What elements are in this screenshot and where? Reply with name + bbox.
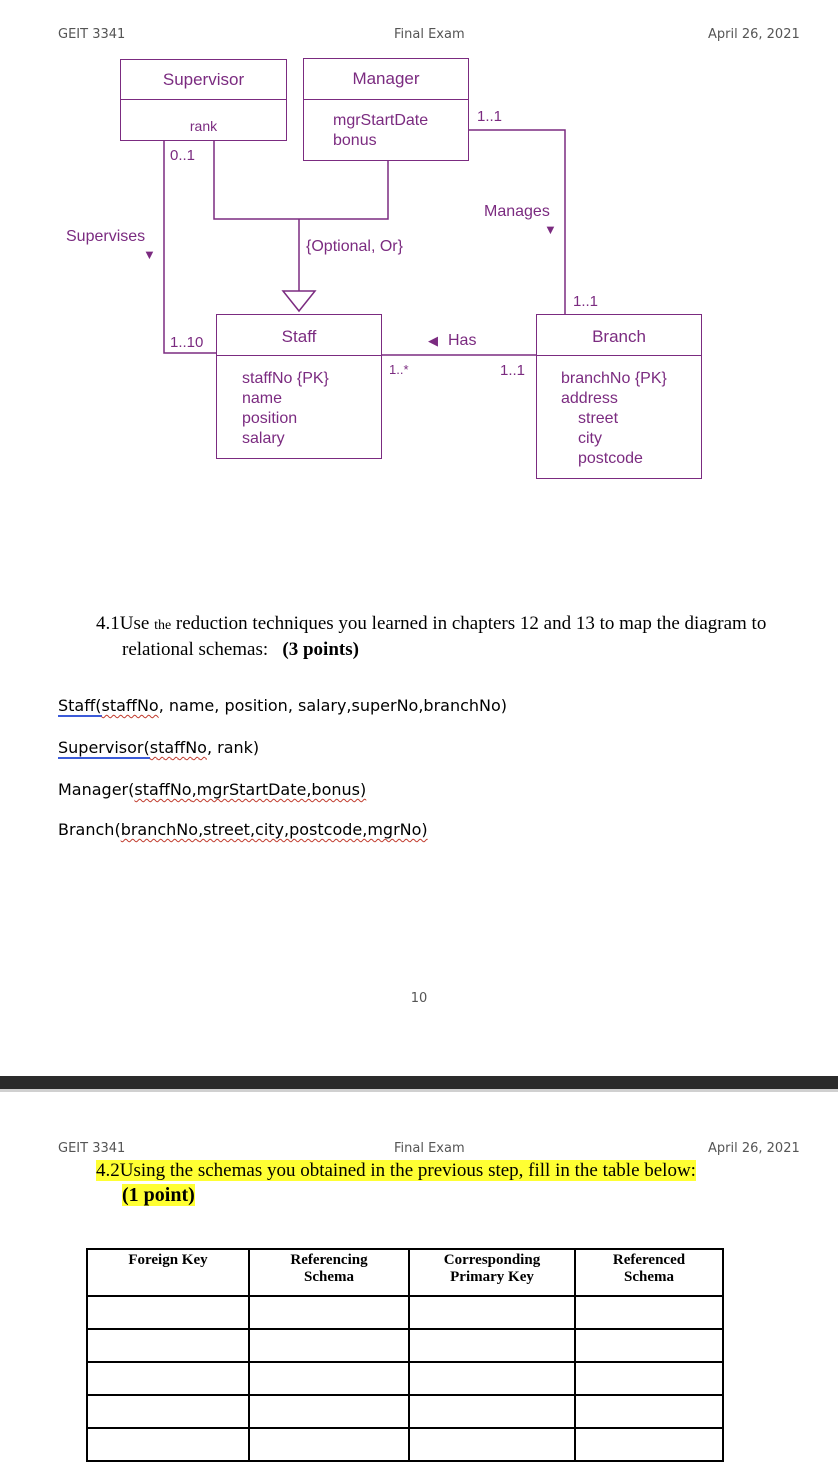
table-row [87, 1362, 723, 1395]
staff-divider [217, 355, 381, 356]
branch-class [536, 314, 702, 479]
table-cell[interactable] [87, 1329, 249, 1362]
foreign-key-table [86, 1248, 724, 1462]
question-points: (3 points) [282, 639, 359, 660]
answer-branch-open: ( [114, 820, 121, 839]
supervisor-divider [121, 99, 286, 100]
table-cell[interactable] [87, 1362, 249, 1395]
question-text-small: the [154, 618, 172, 633]
supervises-arrow-icon: ▼ [143, 247, 156, 262]
header-date: April 26, 2021 [708, 27, 800, 42]
page-number: 10 [410, 991, 428, 1006]
table-header-row [87, 1249, 723, 1296]
header-exam: Final Exam [394, 27, 465, 42]
generalization-left [214, 141, 299, 219]
table-cell[interactable] [249, 1362, 409, 1395]
col-corresponding-primary-key [409, 1249, 575, 1296]
supervisor-attr-rank: rank [189, 118, 218, 134]
table-cell[interactable] [409, 1296, 575, 1329]
question2-number: 4.2 [96, 1160, 120, 1181]
table-row [87, 1329, 723, 1362]
mult-managed-branch: 1..1 [573, 293, 599, 310]
branch-divider [537, 355, 701, 356]
table-cell[interactable] [249, 1296, 409, 1329]
staff-class [216, 314, 382, 459]
answer-supervisor-name: Supervisor [58, 738, 144, 757]
table-cell[interactable] [575, 1329, 723, 1362]
header-course: GEIT 3341 [58, 27, 126, 42]
table-cell[interactable] [409, 1329, 575, 1362]
table-cell[interactable] [575, 1395, 723, 1428]
has-arrow-icon: ◀ [428, 333, 438, 348]
table-cell[interactable] [409, 1428, 575, 1461]
mult-has-branch: 1..1 [500, 362, 526, 379]
answer-staff-pk: staffNo [101, 696, 159, 715]
specialization-constraint: {Optional, Or} [306, 238, 403, 255]
table-row [87, 1395, 723, 1428]
col-foreign-key: Foreign Key [87, 1249, 249, 1296]
question-4-1-line2 [122, 639, 359, 661]
question-4-2 [96, 1160, 696, 1182]
table-cell[interactable] [575, 1362, 723, 1395]
mult-manager: 1..1 [477, 108, 503, 125]
table-cell[interactable] [87, 1296, 249, 1329]
page-separator-shadow [0, 1089, 838, 1092]
answer-manager-name: Manager [58, 780, 129, 799]
answer-branch-rest: ,street,city,postcode,mgrNo) [198, 820, 428, 839]
page2-header-date: April 26, 2021 [708, 1141, 800, 1156]
branch-class-name: Branch [592, 327, 646, 346]
question-4-2-points [122, 1184, 195, 1207]
answer-branch-pk: branchNo [120, 820, 199, 839]
staff-attr-position: position [242, 410, 298, 427]
generalization-right [299, 161, 388, 219]
supervisor-class-name: Supervisor [162, 70, 245, 89]
table-row [87, 1428, 723, 1461]
manager-class [303, 58, 469, 161]
question-line2: relational schemas: [122, 639, 269, 660]
manager-class-name: Manager [352, 69, 420, 88]
table-cell[interactable] [409, 1395, 575, 1428]
page2-header-course: GEIT 3341 [58, 1141, 126, 1156]
mult-supervised-staff: 1..10 [170, 334, 204, 351]
has-label: Has [448, 332, 477, 349]
table-cell[interactable] [87, 1395, 249, 1428]
supervises-line [164, 141, 217, 353]
manages-arrow-icon: ▼ [544, 222, 557, 237]
branch-attr-branchno: branchNo {PK} [561, 370, 667, 387]
manages-label: Manages [484, 203, 550, 220]
page-separator [0, 1076, 838, 1089]
mult-has-staff: 1..* [389, 362, 409, 377]
table-row [87, 1296, 723, 1329]
table-cell[interactable] [575, 1296, 723, 1329]
staff-class-name: Staff [281, 327, 317, 346]
manager-attr-mgrstartdate: mgrStartDate [333, 112, 429, 129]
question-number: 4.1 [96, 613, 120, 634]
table-cell[interactable] [249, 1395, 409, 1428]
answer-supervisor-pk: staffNo [149, 738, 207, 757]
answer-branch-name: Branch [58, 820, 115, 839]
branch-attr-postcode: postcode [578, 450, 643, 467]
staff-attr-name: name [242, 390, 283, 407]
manager-divider [304, 99, 468, 100]
answer-manager-pk: staffNo [134, 780, 192, 799]
answer-supervisor-rest: , rank) [206, 738, 260, 757]
mult-supervisor: 0..1 [170, 147, 196, 164]
answer-manager-open: ( [128, 780, 135, 799]
answer-staff [58, 696, 507, 715]
answer-supervisor [58, 738, 259, 757]
branch-attr-address: address [561, 390, 618, 407]
table-cell[interactable] [249, 1428, 409, 1461]
manager-attr-bonus: bonus [333, 132, 377, 149]
table-cell[interactable] [409, 1362, 575, 1395]
answer-manager [58, 780, 366, 799]
answer-manager-rest: ,mgrStartDate,bonus) [191, 780, 367, 799]
supervises-label: Supervises [66, 228, 146, 245]
staff-attr-salary: salary [242, 430, 285, 447]
col-referenced-schema-label: Referenced Schema [612, 1252, 686, 1285]
col-referencing-schema [249, 1249, 409, 1296]
table-cell[interactable] [249, 1329, 409, 1362]
question-4-1 [96, 613, 766, 635]
branch-attr-street: street [578, 410, 619, 427]
staff-attr-staffno: staffNo {PK} [242, 370, 329, 387]
page2-header-exam: Final Exam [394, 1141, 465, 1156]
answer-staff-open: ( [95, 696, 102, 715]
answer-branch [58, 820, 428, 839]
supervisor-class [120, 59, 287, 141]
branch-attr-city: city [578, 430, 602, 447]
answer-supervisor-open: ( [143, 738, 150, 757]
generalization-triangle [283, 291, 315, 311]
answer-staff-name: Staff [58, 696, 96, 715]
col-referenced-schema [575, 1249, 723, 1296]
table-cell[interactable] [87, 1428, 249, 1461]
question2-text: Using the schemas you obtained in the previous step, fill in the table below: [119, 1160, 696, 1181]
question-text-a: Use [119, 613, 155, 634]
col-referencing-schema-label: Referencing Schema [290, 1252, 368, 1285]
question-text-b: reduction techniques you learned in chapters 12 and 13 to map the diagram to [171, 613, 767, 634]
question2-points: (1 point) [122, 1184, 195, 1206]
answer-staff-rest: , name, position, salary,superNo,branchNo) [158, 696, 508, 715]
table-cell[interactable] [575, 1428, 723, 1461]
col-corresponding-pk-label: Corresponding Primary Key [443, 1252, 541, 1285]
